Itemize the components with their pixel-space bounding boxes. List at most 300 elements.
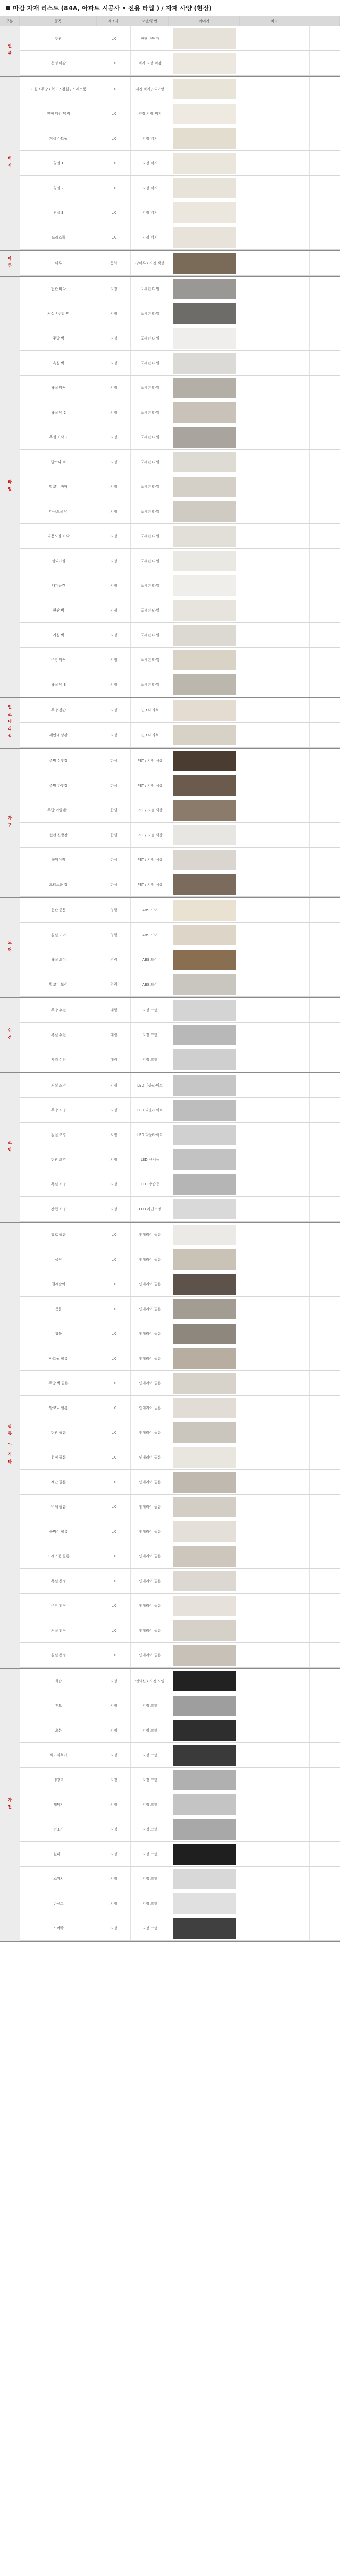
table-row	[20, 1618, 340, 1643]
section-label: 가구	[0, 749, 20, 897]
material-swatch	[173, 1149, 236, 1170]
item-cell: 욕실 수전	[20, 1023, 97, 1047]
image-cell	[169, 450, 240, 474]
image-cell	[169, 499, 240, 523]
item-cell: 욕실 도어	[20, 947, 97, 972]
blank-cell	[310, 698, 340, 722]
brand-cell: 지정	[97, 450, 131, 474]
material-swatch	[173, 600, 236, 621]
blank-cell	[310, 1669, 340, 1693]
item-cell: 욕실 벽 2	[20, 400, 97, 425]
model-cell: PET / 지정 색상	[131, 872, 169, 896]
brand-cell: 영림	[97, 898, 131, 922]
table-row	[20, 251, 340, 276]
note-cell	[240, 1916, 310, 1940]
model-cell: 인테리어 필름	[131, 1420, 169, 1445]
brand-cell: 지정	[97, 1718, 131, 1742]
blank-cell	[310, 1643, 340, 1667]
blank-cell	[310, 1618, 340, 1642]
image-cell	[169, 1618, 240, 1642]
table-row	[20, 26, 340, 51]
image-cell	[169, 1867, 240, 1891]
blank-cell	[310, 749, 340, 773]
table-row	[20, 1643, 340, 1668]
item-cell: 주방 수전	[20, 998, 97, 1022]
table-row	[20, 798, 340, 823]
item-cell: 침실 조명	[20, 1123, 97, 1147]
table-row	[20, 1842, 340, 1867]
note-cell	[240, 225, 310, 249]
note-cell	[240, 898, 310, 922]
image-cell	[169, 648, 240, 672]
table-row	[20, 1297, 340, 1321]
table-row	[20, 1321, 340, 1346]
item-cell: 샤워 수전	[20, 1047, 97, 1072]
image-cell	[169, 326, 240, 350]
table-row	[20, 872, 340, 897]
model-cell: 인테리어 필름	[131, 1495, 169, 1519]
item-cell: 침실 2	[20, 176, 97, 200]
brand-cell: 지정	[97, 1172, 131, 1196]
brand-cell: 대림	[97, 1023, 131, 1047]
brand-cell: LX	[97, 1297, 131, 1321]
item-cell: 콘센트	[20, 1891, 97, 1916]
note-cell	[240, 648, 310, 672]
note-cell	[240, 1569, 310, 1593]
material-swatch	[173, 1794, 236, 1815]
blank-cell	[310, 450, 340, 474]
note-cell	[240, 573, 310, 598]
item-cell: 발코니 벽	[20, 450, 97, 474]
blank-cell	[310, 1023, 340, 1047]
item-cell: 오븐	[20, 1718, 97, 1742]
brand-cell: 한샘	[97, 798, 131, 822]
note-cell	[240, 1297, 310, 1321]
material-swatch	[173, 128, 236, 149]
table-row	[20, 1047, 340, 1072]
model-cell: 지정 모델	[131, 1023, 169, 1047]
image-cell	[169, 1792, 240, 1817]
table-row	[20, 1743, 340, 1768]
note-cell	[240, 947, 310, 972]
blank-cell	[310, 798, 340, 822]
item-cell: 창틀	[20, 1321, 97, 1346]
item-cell: 현관 신발장	[20, 823, 97, 847]
model-cell: 인테리어 필름	[131, 1321, 169, 1346]
item-cell: 창호 필름	[20, 1223, 97, 1247]
item-cell: 현관 필름	[20, 1420, 97, 1445]
image-cell	[169, 1023, 240, 1047]
material-swatch	[173, 253, 236, 274]
section-label: 타일	[0, 277, 20, 697]
table-row	[20, 200, 340, 225]
table-row	[20, 176, 340, 200]
material-swatch	[173, 328, 236, 349]
brand-cell: 한샘	[97, 872, 131, 896]
material-swatch	[173, 950, 236, 970]
image-cell	[169, 1420, 240, 1445]
image-cell	[169, 1346, 240, 1370]
note-cell	[240, 425, 310, 449]
model-cell: 지정 모델	[131, 1768, 169, 1792]
note-cell	[240, 1693, 310, 1718]
brand-cell: 지정	[97, 1842, 131, 1866]
model-cell: 지정 모델	[131, 998, 169, 1022]
model-cell: 지정 모델	[131, 1817, 169, 1841]
model-cell: 포세린 타일	[131, 598, 169, 622]
table-row	[20, 1123, 340, 1147]
model-cell: 인테리어 필름	[131, 1643, 169, 1667]
brand-cell: 지정	[97, 1693, 131, 1718]
model-cell: LED 방습등	[131, 1172, 169, 1196]
material-swatch	[173, 1620, 236, 1641]
brand-cell: 지정	[97, 573, 131, 598]
material-swatch	[173, 1671, 236, 1691]
blank-cell	[310, 1693, 340, 1718]
brand-cell: LX	[97, 51, 131, 75]
note-cell	[240, 1396, 310, 1420]
brand-cell: 지정	[97, 1817, 131, 1841]
section-label: 현관	[0, 26, 20, 76]
brand-cell: 대림	[97, 998, 131, 1022]
material-swatch	[173, 378, 236, 398]
image-cell	[169, 151, 240, 175]
note-cell	[240, 126, 310, 150]
image-cell	[169, 524, 240, 548]
image-cell	[169, 400, 240, 425]
image-cell	[169, 1842, 240, 1866]
model-cell: 현관 바닥재	[131, 26, 169, 50]
brand-cell: 지정	[97, 1098, 131, 1122]
table-row	[20, 474, 340, 499]
image-cell	[169, 1519, 240, 1544]
image-cell	[169, 998, 240, 1022]
note-cell	[240, 723, 310, 747]
item-cell: 다용도실 바닥	[20, 524, 97, 548]
item-cell: 침실 3	[20, 200, 97, 225]
brand-cell: LX	[97, 1544, 131, 1568]
material-swatch	[173, 551, 236, 571]
image-cell	[169, 77, 240, 101]
note-cell	[240, 101, 310, 126]
blank-cell	[310, 524, 340, 548]
page-title-text: 마감 자재 리스트 (84A, 아파트 시공사 • 전용 타입 ) / 자재 사양 (현장)	[13, 5, 212, 12]
material-swatch	[173, 1100, 236, 1121]
item-cell: 욕실 바닥	[20, 376, 97, 400]
brand-cell: 대림	[97, 1047, 131, 1072]
model-cell: 지정 벽지	[131, 225, 169, 249]
image-cell	[169, 1223, 240, 1247]
item-cell: 천정 마감	[20, 51, 97, 75]
image-cell	[169, 1718, 240, 1742]
image-cell	[169, 376, 240, 400]
image-cell	[169, 798, 240, 822]
model-cell: 지정 모델	[131, 1047, 169, 1072]
brand-cell: 지정	[97, 301, 131, 326]
material-swatch	[173, 1049, 236, 1070]
model-cell: 인테리어 필름	[131, 1396, 169, 1420]
note-cell	[240, 698, 310, 722]
model-cell: 인테리어 필름	[131, 1223, 169, 1247]
material-swatch	[173, 1348, 236, 1369]
blank-cell	[310, 598, 340, 622]
blank-cell	[310, 251, 340, 275]
note-cell	[240, 1891, 310, 1916]
image-cell	[169, 1297, 240, 1321]
blank-cell	[310, 1247, 340, 1272]
table-row	[20, 225, 340, 250]
table-row	[20, 573, 340, 598]
blank-cell	[310, 1743, 340, 1767]
image-cell	[169, 1147, 240, 1172]
blank-cell	[310, 101, 340, 126]
blank-cell	[310, 623, 340, 647]
note-cell	[240, 1445, 310, 1469]
table-row	[20, 1594, 340, 1618]
section-label: 필름 / 기타	[0, 1223, 20, 1668]
table-row	[20, 326, 340, 351]
model-cell: 지정 벽지 / 디아망	[131, 77, 169, 101]
table-row	[20, 1098, 340, 1123]
item-cell: 침실 도어	[20, 923, 97, 947]
brand-cell: LX	[97, 1247, 131, 1272]
material-swatch	[173, 1521, 236, 1542]
image-cell	[169, 1123, 240, 1147]
blank-cell	[310, 1718, 340, 1742]
material-swatch	[173, 279, 236, 299]
item-cell: 드레스룸	[20, 225, 97, 249]
item-cell: 거실 / 주방 벽	[20, 301, 97, 326]
note-cell	[240, 351, 310, 375]
model-cell: ABS 도어	[131, 972, 169, 996]
image-cell	[169, 1371, 240, 1395]
image-cell	[169, 623, 240, 647]
model-cell: ABS 도어	[131, 923, 169, 947]
table-row	[20, 1544, 340, 1569]
material-swatch	[173, 900, 236, 921]
table-row	[20, 598, 340, 623]
brand-cell: 지정	[97, 326, 131, 350]
brand-cell: LX	[97, 200, 131, 225]
blank-cell	[310, 499, 340, 523]
model-cell: 인테리어 필름	[131, 1519, 169, 1544]
model-cell: PET / 지정 색상	[131, 848, 169, 872]
model-cell: 인조대리석	[131, 698, 169, 722]
image-cell	[169, 549, 240, 573]
material-swatch	[173, 501, 236, 522]
section-rows	[20, 1073, 340, 1222]
header-cell: 품목	[20, 16, 97, 26]
note-cell	[240, 1023, 310, 1047]
item-cell: 주방 천정	[20, 1594, 97, 1618]
material-swatch	[173, 353, 236, 374]
table-row	[20, 277, 340, 301]
model-cell: 인테리어 필름	[131, 1470, 169, 1494]
image-cell	[169, 947, 240, 972]
blank-cell	[310, 998, 340, 1022]
table-row	[20, 376, 340, 400]
header-cell: 제조사	[97, 16, 130, 26]
note-cell	[240, 549, 310, 573]
section-rows	[20, 1223, 340, 1668]
model-cell: 지정 모델	[131, 1743, 169, 1767]
blank-cell	[310, 1470, 340, 1494]
note-cell	[240, 598, 310, 622]
item-cell: 천정 마감 벽지	[20, 101, 97, 126]
table-row	[20, 549, 340, 573]
note-cell	[240, 1792, 310, 1817]
item-cell: 월패드	[20, 1842, 97, 1866]
blank-cell	[310, 400, 340, 425]
model-cell: 벽지 지정 마감	[131, 51, 169, 75]
item-cell: 현관 중문	[20, 898, 97, 922]
image-cell	[169, 1396, 240, 1420]
image-cell	[169, 1669, 240, 1693]
image-cell	[169, 101, 240, 126]
table-row	[20, 1371, 340, 1396]
material-swatch	[173, 800, 236, 821]
blank-cell	[310, 301, 340, 326]
note-cell	[240, 251, 310, 275]
blank-cell	[310, 1223, 340, 1247]
blank-cell	[310, 1420, 340, 1445]
image-cell	[169, 698, 240, 722]
blank-cell	[310, 872, 340, 896]
item-cell: 현관	[20, 26, 97, 50]
model-cell: 지정 벽지	[131, 126, 169, 150]
table-row	[20, 1172, 340, 1197]
material-swatch	[173, 1918, 236, 1939]
section-rows	[20, 77, 340, 250]
material-swatch	[173, 1000, 236, 1021]
item-cell: 거실 아트월	[20, 126, 97, 150]
title-bullet-icon	[6, 6, 10, 10]
item-cell: 욕실 바닥 2	[20, 425, 97, 449]
brand-cell: 지정	[97, 1123, 131, 1147]
item-cell: 거실 / 주방 / 복도 / 침실 / 드레스룸	[20, 77, 97, 101]
model-cell: PET / 지정 색상	[131, 749, 169, 773]
material-swatch	[173, 1125, 236, 1145]
blank-cell	[310, 1544, 340, 1568]
section-group	[0, 898, 340, 998]
table-row	[20, 1495, 340, 1519]
material-swatch	[173, 526, 236, 547]
brand-cell: 영림	[97, 972, 131, 996]
blank-cell	[310, 1272, 340, 1296]
note-cell	[240, 1172, 310, 1196]
item-cell: 주방 상판	[20, 698, 97, 722]
item-cell: 현관 벽	[20, 598, 97, 622]
blank-cell	[310, 1346, 340, 1370]
material-swatch	[173, 1893, 236, 1914]
item-cell: 마루	[20, 251, 97, 275]
material-swatch	[173, 1546, 236, 1567]
model-cell: 포세린 타일	[131, 549, 169, 573]
model-cell: 포세린 타일	[131, 326, 169, 350]
image-cell	[169, 1916, 240, 1940]
material-swatch	[173, 153, 236, 174]
image-cell	[169, 823, 240, 847]
blank-cell	[310, 1147, 340, 1172]
item-cell: 문틀	[20, 1297, 97, 1321]
table-row	[20, 1669, 340, 1693]
note-cell	[240, 1047, 310, 1072]
model-cell: 포세린 타일	[131, 301, 169, 326]
note-cell	[240, 1147, 310, 1172]
note-cell	[240, 1718, 310, 1742]
image-cell	[169, 573, 240, 598]
image-cell	[169, 848, 240, 872]
blank-cell	[310, 26, 340, 50]
brand-cell: 동화	[97, 251, 131, 275]
item-cell: 침실 천정	[20, 1643, 97, 1667]
note-cell	[240, 1768, 310, 1792]
material-swatch	[173, 1025, 236, 1045]
brand-cell: LX	[97, 1223, 131, 1247]
model-cell: 지정 모델	[131, 1792, 169, 1817]
image-cell	[169, 200, 240, 225]
section-group	[0, 998, 340, 1073]
image-cell	[169, 251, 240, 275]
brand-cell: 한샘	[97, 773, 131, 798]
note-cell	[240, 1123, 310, 1147]
table-row	[20, 499, 340, 524]
blank-cell	[310, 474, 340, 499]
brand-cell: LX	[97, 1569, 131, 1593]
material-swatch	[173, 202, 236, 223]
model-cell: 지정 모델	[131, 1867, 169, 1891]
item-cell: 주방 상부장	[20, 749, 97, 773]
table-row	[20, 1693, 340, 1718]
table-row	[20, 1718, 340, 1743]
item-cell: 욕실 천정	[20, 1569, 97, 1593]
note-cell	[240, 1544, 310, 1568]
brand-cell: 지정	[97, 1743, 131, 1767]
model-cell: 인테리어 필름	[131, 1594, 169, 1618]
note-cell	[240, 623, 310, 647]
note-cell	[240, 301, 310, 326]
table-row	[20, 1445, 340, 1470]
brand-cell: 지정	[97, 425, 131, 449]
material-swatch	[173, 1770, 236, 1790]
material-swatch	[173, 1199, 236, 1219]
item-cell: 발코니 필름	[20, 1396, 97, 1420]
section-rows	[20, 251, 340, 276]
note-cell	[240, 376, 310, 400]
image-cell	[169, 1693, 240, 1718]
item-cell: 벽체 필름	[20, 1495, 97, 1519]
material-swatch	[173, 1720, 236, 1741]
item-cell: 아트월 필름	[20, 1346, 97, 1370]
note-cell	[240, 450, 310, 474]
material-swatch	[173, 1299, 236, 1319]
section-group	[0, 77, 340, 251]
material-swatch	[173, 1497, 236, 1517]
brand-cell: LX	[97, 126, 131, 150]
section-rows	[20, 698, 340, 748]
brand-cell: 지정	[97, 1073, 131, 1097]
image-cell	[169, 277, 240, 301]
brand-cell: 지정	[97, 1891, 131, 1916]
model-cell: 인테리어 필름	[131, 1371, 169, 1395]
brand-cell: LX	[97, 101, 131, 126]
image-cell	[169, 1172, 240, 1196]
material-swatch	[173, 625, 236, 646]
table-row	[20, 1768, 340, 1792]
blank-cell	[310, 126, 340, 150]
table-row	[20, 972, 340, 997]
blank-cell	[310, 326, 340, 350]
